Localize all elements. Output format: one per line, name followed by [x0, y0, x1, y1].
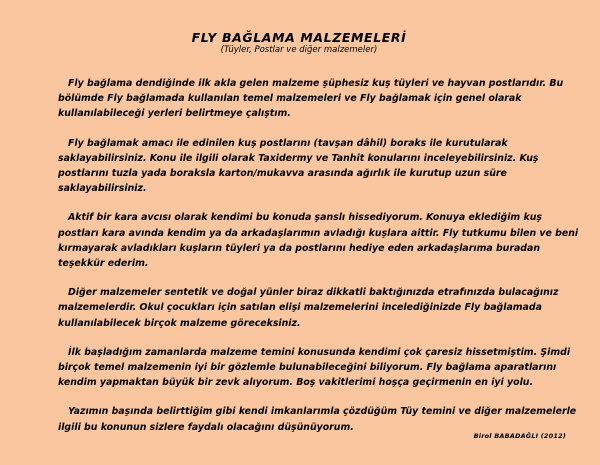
paragraph-drying: Fly bağlamak amacı ile edinilen kuş postlarını (tavşan dâhil) boraks ile kurutularak saklayabilirsiniz. Konu ile ilgili olarak Taxidermy ve Tanhit konularını inceleyebilirsiniz. Kuş postlarını tuzla yada boraksla karton/mukavva arasında ağırlık ile kurutup uzun süre saklayabilirsiniz. — [58, 137, 539, 195]
page-title: FLY BAĞLAMA MALZEMELERİ — [191, 30, 407, 45]
page-subtitle: (Tüyler, Postlar ve diğer malzemeler) — [220, 45, 378, 55]
paragraph-closing: Yazımın başında belirttiğim gibi kendi imkanlarımla çözdüğüm Tüy temini ve diğer malzemelerle ilgili bu konunun sizlere faydalı olacağını düşünüyorum. — [58, 406, 577, 433]
paragraph-other-materials: Diğer malzemeler sentetik ve doğal yünler biraz dikkatli baktığınızda etrafınızda bulacağınız malzemelerdir. Okul çocukları için satılan elişi malzemelerini incelediğinizde Fly bağlamada kullanılabilecek birçok malzeme göreceksiniz. — [58, 287, 559, 329]
paragraph-intro: Fly bağlama dendiğinde ilk akla gelen malzeme şüphesiz kuş tüyleri ve hayvan postlarıdır. Bu bölümde Fly bağlamada kullanılan temel malzemeleri ve Fly bağlamak için genel olarak kullanılabileceği yerleri belirtmeye çalıştım. — [58, 78, 564, 120]
author-signature: Birol BABADAĞLI (2012) — [473, 432, 566, 440]
paragraph-hunting: Aktif bir kara avcısı olarak kendimi bu konuda şanslı hissediyorum. Konuya eklediğim kuş postları kara avında kendim ya da arkadaşlarımın avladığı kuşlara aittir. Fly tutkumu bilen ve beni kırmayarak avladıkları kuşların tüyleri ya da postlarını hediye eden arkadaşlarıma buradan teşekkür ederim. — [58, 212, 579, 270]
paragraph-beginnings: İlk başladığım zamanlarda malzeme temini konusunda kendimi çok çaresiz hissetmiştim. Şimdi birçok temel malzemenin iyi bir gözlemle bulunabileceğini biliyorum. Fly bağlama aparatlarını kendim yapmaktan büyük bir zevk alıyorum. Boş vakitlerimi hoşça geçirmenin en iyi yolu. — [58, 346, 571, 389]
